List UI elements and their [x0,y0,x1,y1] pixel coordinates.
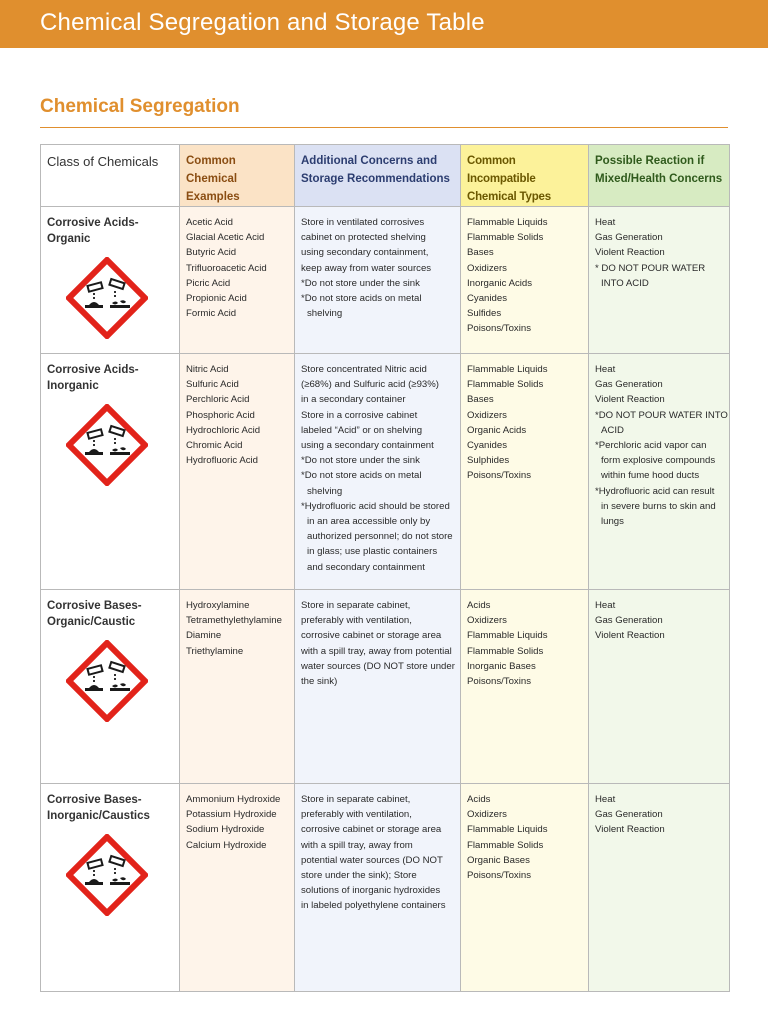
incompatible-line: Oxidizers [467,409,507,421]
concerns-cell [295,784,461,992]
concern-line: shelving [307,485,343,497]
reaction-line: INTO ACID [601,277,649,289]
example-line: Propionic Acid [186,293,247,305]
incompatible-line: Flammable Solids [467,645,544,657]
incompatible-cell [461,784,589,992]
concern-line: *Hydrofluoric acid should be stored [301,500,450,512]
corrosive-ghs-icon [66,640,173,727]
reaction-line: ACID [601,424,624,436]
chemical-class-name: Corrosive Bases- Inorganic/Caustics [47,794,150,822]
examples-cell [180,207,295,354]
reaction-line: Heat [595,600,616,611]
incompatible-line: Bases [467,394,494,406]
incompatible-line: Organic Acids [467,424,527,436]
example-line: Chromic Acid [186,440,243,452]
incompatible-cell [461,207,589,354]
concern-line: Store in a corrosive cabinet [301,409,418,421]
concern-line: in an area accessible only by [307,516,431,528]
reaction-line: * DO NOT POUR WATER [595,262,706,274]
reaction-line: *DO NOT POUR WATER INTO [595,409,728,421]
concern-line: *Do not store under the sink [301,277,420,289]
chemical-class-name: Corrosive Bases- Organic/Caustic [47,600,142,628]
example-line: Perchloric Acid [186,394,250,406]
example-line: Calcium Hydroxide [186,839,267,851]
incompatible-line: Poisons/Toxins [467,676,531,688]
reaction-line: Heat [595,364,616,375]
example-line: Glacial Acetic Acid [186,232,265,244]
reaction-line: within fume hood ducts [601,470,700,482]
corrosive-ghs-icon [66,834,173,921]
class-cell [41,354,180,590]
reaction-line: Gas Generation [595,232,663,244]
concern-line: cabinet on protected shelving [301,232,426,244]
example-line: Trifluoroacetic Acid [186,262,267,274]
example-line: Formic Acid [186,308,237,320]
incompatible-line: Flammable Solids [467,839,544,851]
class-cell [41,784,180,992]
column-header-concerns: Additional Concerns and Storage Recommendations [295,145,461,207]
column-header-incompatible: Common Incompatible Chemical Types [461,145,589,207]
concern-line: corrosive cabinet or storage area [301,824,442,836]
concern-line: (≥68%) and Sulfuric acid (≥93%) [301,379,439,391]
example-line: Picric Acid [186,277,231,289]
concern-line: keep away from water sources [301,262,432,274]
table-header-row [41,145,730,207]
reactions-cell [589,784,730,992]
example-line: Sulfuric Acid [186,379,239,391]
example-line: Hydrofluoric Acid [186,455,258,467]
concern-line: *Do not store under the sink [301,455,420,467]
example-line: Potassium Hydroxide [186,809,277,821]
concern-line: the sink) [301,676,338,688]
chemical-class-name: Corrosive Acids-Inorganic [47,364,139,392]
concerns-cell [295,590,461,784]
table-row [41,590,730,784]
concern-line: *Do not store acids on metal [301,470,422,482]
incompatible-line: Acids [467,794,491,805]
example-line: Sodium Hydroxide [186,824,265,836]
table-row [41,784,730,992]
example-line: Hydroxylamine [186,600,250,611]
reaction-line: Violent Reaction [595,824,665,836]
incompatible-line: Flammable Liquids [467,364,548,375]
concern-line: with a spill tray, away from potential [301,645,452,657]
reaction-line: form explosive compounds [601,455,716,467]
corrosive-ghs-icon [66,257,173,344]
example-line: Phosphoric Acid [186,409,255,421]
class-cell [41,207,180,354]
corrosive-ghs-icon [66,404,173,491]
concern-line: Store in separate cabinet, [301,794,411,805]
concern-line: and secondary containment [307,561,425,573]
column-header-class: Class of Chemicals [41,145,180,207]
reaction-line: Gas Generation [595,379,663,391]
incompatible-line: Inorganic Acids [467,277,533,289]
examples-cell [180,784,295,992]
concern-line: labeled “Acid” or on shelving [301,424,423,436]
concern-line: solutions of inorganic hydroxides [301,885,441,897]
table-row [41,207,730,354]
concern-line: authorized personnel; do not store [307,531,453,543]
example-line: Hydrochloric Acid [186,424,261,436]
incompatible-line: Cyanides [467,293,507,305]
examples-cell [180,590,295,784]
concern-line: shelving [307,308,343,320]
example-line: Butyric Acid [186,247,237,259]
chemical-class-name: Corrosive Acids-Organic [47,217,139,245]
incompatible-line: Bases [467,247,494,259]
concern-line: corrosive cabinet or storage area [301,630,442,642]
section-title: Chemical Segregation [40,96,240,117]
incompatible-line: Oxidizers [467,615,507,627]
page-title: Chemical Segregation and Storage Table [40,9,485,36]
concern-line: in labeled polyethylene containers [301,900,446,912]
concern-line: using secondary containment, [301,247,429,259]
concern-line: with a spill tray, away from [301,839,413,851]
incompatible-line: Flammable Liquids [467,630,548,642]
concern-line: Store in separate cabinet, [301,600,411,611]
example-line: Diamine [186,630,222,642]
section-divider [40,127,728,128]
example-line: Triethylamine [186,645,244,657]
reactions-cell [589,590,730,784]
reaction-line: *Hydrofluoric acid can result [595,485,715,497]
example-line: Tetramethylethylamine [186,615,282,627]
concern-line: preferably with ventilation, [301,809,412,821]
reaction-line: Heat [595,794,616,805]
reactions-cell [589,207,730,354]
example-line: Acetic Acid [186,217,233,228]
incompatible-line: Oxidizers [467,262,507,274]
incompatible-line: Poisons/Toxins [467,323,531,335]
incompatible-line: Flammable Solids [467,379,544,391]
reactions-cell [589,354,730,590]
incompatible-line: Oxidizers [467,809,507,821]
table-row [41,354,730,590]
reaction-line: *Perchloric acid vapor can [595,440,707,452]
incompatible-line: Acids [467,600,491,611]
incompatible-line: Organic Bases [467,854,530,866]
concern-line: *Do not store acids on metal [301,293,422,305]
incompatible-line: Sulphides [467,455,510,467]
concern-line: preferably with ventilation, [301,615,412,627]
incompatible-line: Poisons/Toxins [467,870,531,882]
incompatible-line: Cyanides [467,440,507,452]
reaction-line: in severe burns to skin and [601,500,716,512]
reaction-line: Heat [595,217,616,228]
incompatible-line: Sulfides [467,308,502,320]
reaction-line: Violent Reaction [595,394,665,406]
examples-cell [180,354,295,590]
column-header-examples: Common Chemical Examples [180,145,295,207]
reaction-line: Violent Reaction [595,630,665,642]
column-header-reactions: Possible Reaction if Mixed/Health Concerns [589,145,730,207]
reaction-line: lungs [601,516,624,528]
concern-line: potential water sources (DO NOT [301,854,443,866]
reaction-line: Gas Generation [595,809,663,821]
concern-line: store under the sink); Store [301,870,417,882]
concern-line: Store concentrated Nitric acid [301,364,427,375]
example-line: Nitric Acid [186,364,229,375]
concern-line: using a secondary containment [301,440,434,452]
incompatible-cell [461,590,589,784]
concern-line: in glass; use plastic containers [307,546,438,558]
concern-line: in a secondary container [301,394,406,406]
reaction-line: Gas Generation [595,615,663,627]
concern-line: water sources (DO NOT store under [301,660,455,672]
concerns-cell [295,354,461,590]
class-cell [41,590,180,784]
segregation-table [40,144,730,992]
incompatible-cell [461,354,589,590]
title-banner [0,0,768,48]
incompatible-line: Flammable Solids [467,232,544,244]
concerns-cell [295,207,461,354]
incompatible-line: Flammable Liquids [467,824,548,836]
incompatible-line: Inorganic Bases [467,660,536,672]
incompatible-line: Flammable Liquids [467,217,548,228]
concern-line: Store in ventilated corrosives [301,217,425,228]
reaction-line: Violent Reaction [595,247,665,259]
example-line: Ammonium Hydroxide [186,794,281,805]
incompatible-line: Poisons/Toxins [467,470,531,482]
